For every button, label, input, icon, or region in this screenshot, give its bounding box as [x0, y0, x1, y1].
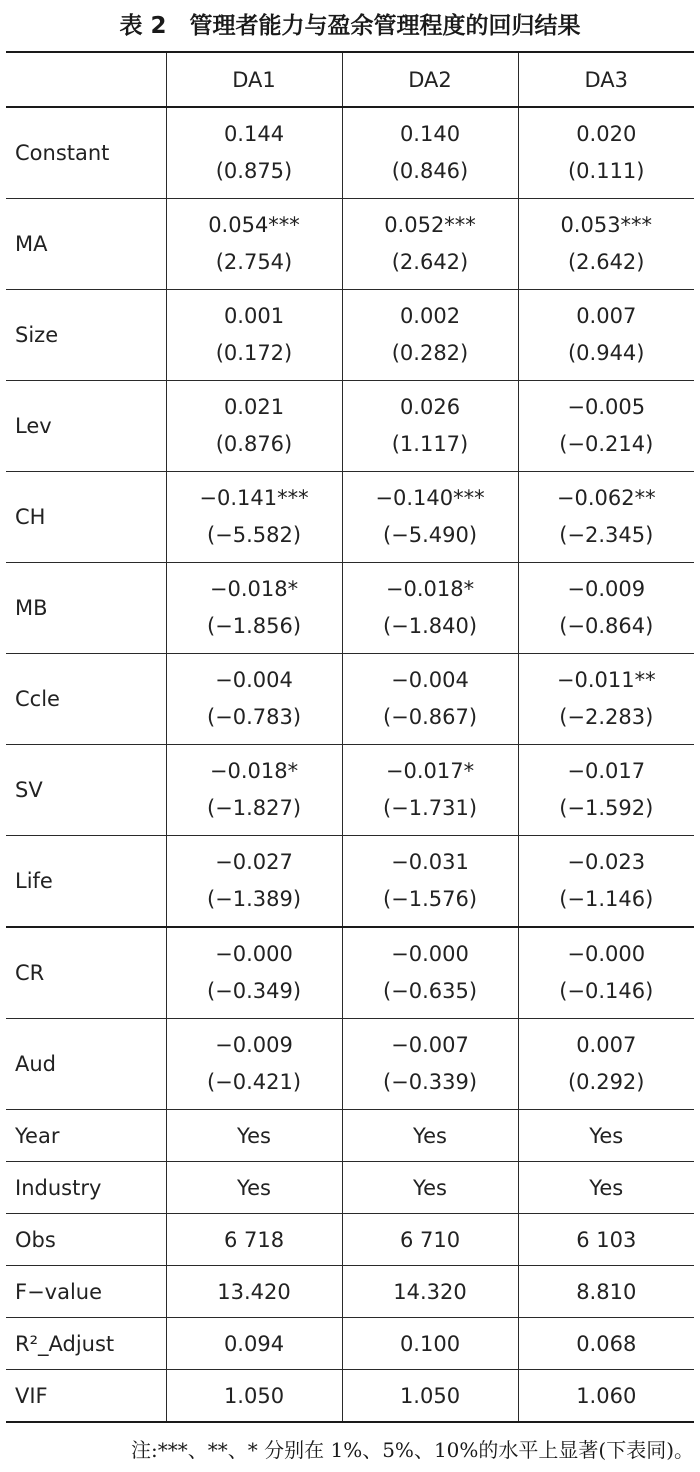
row-label: CR — [6, 927, 166, 1019]
table-cell: 0.100 — [342, 1318, 518, 1370]
table-cell — [518, 290, 694, 381]
table-cell — [166, 290, 342, 381]
t-statistic-value: (−0.783) — [206, 705, 302, 729]
table-cell — [166, 381, 342, 472]
t-statistic-value: (−5.490) — [382, 523, 478, 547]
table-cell: Yes — [166, 1110, 342, 1162]
table-row — [6, 1110, 694, 1162]
table-cell — [166, 563, 342, 654]
table-cell: Yes — [518, 1162, 694, 1214]
table-cell — [342, 1019, 518, 1110]
t-statistic-value: (2.642) — [391, 250, 469, 274]
table-cell — [518, 563, 694, 654]
table-row — [6, 290, 694, 381]
table-cell — [166, 745, 342, 836]
header-da2: DA2 — [342, 52, 518, 107]
row-label: Year — [6, 1110, 166, 1162]
table-cell — [518, 745, 694, 836]
table-cell: 14.320 — [342, 1266, 518, 1318]
row-label: VIF — [6, 1370, 166, 1423]
table-cell — [342, 563, 518, 654]
table-row — [6, 563, 694, 654]
table-cell — [342, 381, 518, 472]
t-statistic-value: (−1.576) — [382, 887, 478, 911]
t-statistic-value: (−0.867) — [382, 705, 478, 729]
coefficient-value: −0.018* — [209, 577, 299, 601]
coefficient-value: 0.002 — [399, 304, 461, 328]
table-row — [6, 745, 694, 836]
table-cell: Yes — [166, 1162, 342, 1214]
coefficient-value: −0.018* — [385, 577, 475, 601]
table-cell: Yes — [342, 1110, 518, 1162]
table-row — [6, 1019, 694, 1110]
table-row — [6, 1318, 694, 1370]
coefficient-value: 0.007 — [576, 1033, 637, 1057]
regression-table — [6, 51, 694, 1423]
coefficient-value: 0.026 — [399, 395, 461, 419]
table-cell — [518, 1019, 694, 1110]
row-label: MB — [6, 563, 166, 654]
table-body — [6, 107, 694, 1422]
row-label: CH — [6, 472, 166, 563]
row-label: SV — [6, 745, 166, 836]
t-statistic-value: (2.754) — [215, 250, 293, 274]
table-cell — [166, 107, 342, 199]
coefficient-value: −0.011** — [556, 668, 656, 692]
row-label: Industry — [6, 1162, 166, 1214]
row-label: Obs — [6, 1214, 166, 1266]
coefficient-value: 0.052*** — [384, 213, 476, 237]
table-cell: 6 103 — [518, 1214, 694, 1266]
table-cell — [166, 472, 342, 563]
row-label: F−value — [6, 1266, 166, 1318]
header-corner — [6, 52, 166, 107]
row-label: Lev — [6, 381, 166, 472]
coefficient-value: 0.020 — [576, 122, 637, 146]
table-cell — [166, 836, 342, 928]
coefficient-value: −0.031 — [391, 850, 469, 874]
coefficient-value: 0.021 — [223, 395, 285, 419]
t-statistic-value: (0.172) — [215, 341, 293, 365]
t-statistic-value: (−2.345) — [559, 523, 654, 547]
table-cell — [518, 654, 694, 745]
table-row — [6, 1162, 694, 1214]
row-label: Size — [6, 290, 166, 381]
row-label: Ccle — [6, 654, 166, 745]
table-cell — [342, 745, 518, 836]
table-cell: 0.094 — [166, 1318, 342, 1370]
table-cell — [342, 199, 518, 290]
coefficient-value: −0.004 — [391, 668, 469, 692]
t-statistic-value: (0.846) — [391, 159, 469, 183]
t-statistic-value: (0.875) — [215, 159, 293, 183]
t-statistic-value: (1.117) — [391, 432, 469, 456]
t-statistic-value: (−1.856) — [206, 614, 302, 638]
table-cell — [166, 654, 342, 745]
table-row — [6, 381, 694, 472]
table-cell: Yes — [342, 1162, 518, 1214]
header-row — [6, 52, 694, 107]
t-statistic-value: (0.876) — [215, 432, 293, 456]
coefficient-value: 0.053*** — [560, 213, 653, 237]
coefficient-value: −0.009 — [215, 1033, 293, 1057]
table-row — [6, 1214, 694, 1266]
coefficient-value: −0.007 — [391, 1033, 469, 1057]
t-statistic-value: (−0.864) — [559, 614, 654, 638]
table-cell: 1.060 — [518, 1370, 694, 1423]
table-cell — [342, 472, 518, 563]
t-statistic-value: (−0.146) — [559, 979, 654, 1003]
coefficient-value: −0.027 — [215, 850, 293, 874]
row-label: Life — [6, 836, 166, 928]
table-row — [6, 1370, 694, 1423]
table-cell — [518, 927, 694, 1019]
row-label: Constant — [6, 107, 166, 199]
table-note: 注:***、**、* 分别在 1%、5%、10%的水平上显著(下表同)。 — [131, 1438, 694, 1462]
coefficient-value: −0.005 — [567, 395, 646, 419]
header-da3: DA3 — [518, 52, 694, 107]
table-cell: 1.050 — [342, 1370, 518, 1423]
table-cell — [518, 381, 694, 472]
coefficient-value: 0.007 — [576, 304, 637, 328]
table-cell — [518, 107, 694, 199]
coefficient-value: −0.017* — [385, 759, 475, 783]
table-cell: 1.050 — [166, 1370, 342, 1423]
table-cell: 8.810 — [518, 1266, 694, 1318]
t-statistic-value: (−1.592) — [559, 796, 654, 820]
t-statistic-value: (−1.731) — [382, 796, 478, 820]
coefficient-value: 0.140 — [399, 122, 461, 146]
coefficient-value: 0.144 — [223, 122, 285, 146]
t-statistic-value: (−1.146) — [559, 887, 654, 911]
t-statistic-value: (−0.214) — [559, 432, 654, 456]
table-row — [6, 927, 694, 1019]
coefficient-value: 0.054*** — [208, 213, 300, 237]
t-statistic-value: (−1.827) — [206, 796, 302, 820]
table-cell — [342, 654, 518, 745]
table-cell — [342, 836, 518, 928]
t-statistic-value: (−0.339) — [382, 1070, 478, 1094]
table-row — [6, 472, 694, 563]
table-cell — [166, 927, 342, 1019]
table-row — [6, 836, 694, 928]
header-da1: DA1 — [166, 52, 342, 107]
coefficient-value: −0.000 — [215, 942, 293, 966]
coefficient-value: −0.140*** — [375, 486, 485, 510]
coefficient-value: −0.017 — [567, 759, 646, 783]
t-statistic-value: (0.111) — [567, 159, 645, 183]
t-statistic-value: (−0.421) — [206, 1070, 302, 1094]
t-statistic-value: (−1.840) — [382, 614, 478, 638]
table-cell — [342, 927, 518, 1019]
row-label: MA — [6, 199, 166, 290]
table-row — [6, 199, 694, 290]
table-row — [6, 654, 694, 745]
coefficient-value: −0.000 — [391, 942, 469, 966]
table-row — [6, 1266, 694, 1318]
t-statistic-value: (0.282) — [391, 341, 469, 365]
table-cell: 6 718 — [166, 1214, 342, 1266]
t-statistic-value: (−0.635) — [382, 979, 478, 1003]
coefficient-value: −0.023 — [567, 850, 646, 874]
table-cell: 0.068 — [518, 1318, 694, 1370]
coefficient-value: −0.000 — [567, 942, 646, 966]
table-title: 表 2 管理者能力与盈余管理程度的回归结果 — [119, 13, 581, 39]
coefficient-value: −0.009 — [567, 577, 646, 601]
coefficient-value: −0.018* — [209, 759, 299, 783]
coefficient-value: −0.062** — [556, 486, 656, 510]
table-cell — [518, 472, 694, 563]
t-statistic-value: (−1.389) — [206, 887, 302, 911]
coefficient-value: 0.001 — [223, 304, 285, 328]
table-cell: 6 710 — [342, 1214, 518, 1266]
t-statistic-value: (2.642) — [567, 250, 645, 274]
table-cell — [518, 199, 694, 290]
table-cell — [342, 290, 518, 381]
table-cell: 13.420 — [166, 1266, 342, 1318]
t-statistic-value: (−5.582) — [206, 523, 302, 547]
row-label: Aud — [6, 1019, 166, 1110]
table-cell — [166, 1019, 342, 1110]
row-label: R²_Adjust — [6, 1318, 166, 1370]
t-statistic-value: (−2.283) — [559, 705, 654, 729]
table-cell — [518, 836, 694, 928]
table-cell — [342, 107, 518, 199]
table-cell — [166, 199, 342, 290]
t-statistic-value: (0.292) — [567, 1070, 645, 1094]
t-statistic-value: (0.944) — [567, 341, 645, 365]
table-row — [6, 107, 694, 199]
table-cell: Yes — [518, 1110, 694, 1162]
t-statistic-value: (−0.349) — [206, 979, 302, 1003]
coefficient-value: −0.004 — [215, 668, 293, 692]
coefficient-value: −0.141*** — [199, 486, 309, 510]
